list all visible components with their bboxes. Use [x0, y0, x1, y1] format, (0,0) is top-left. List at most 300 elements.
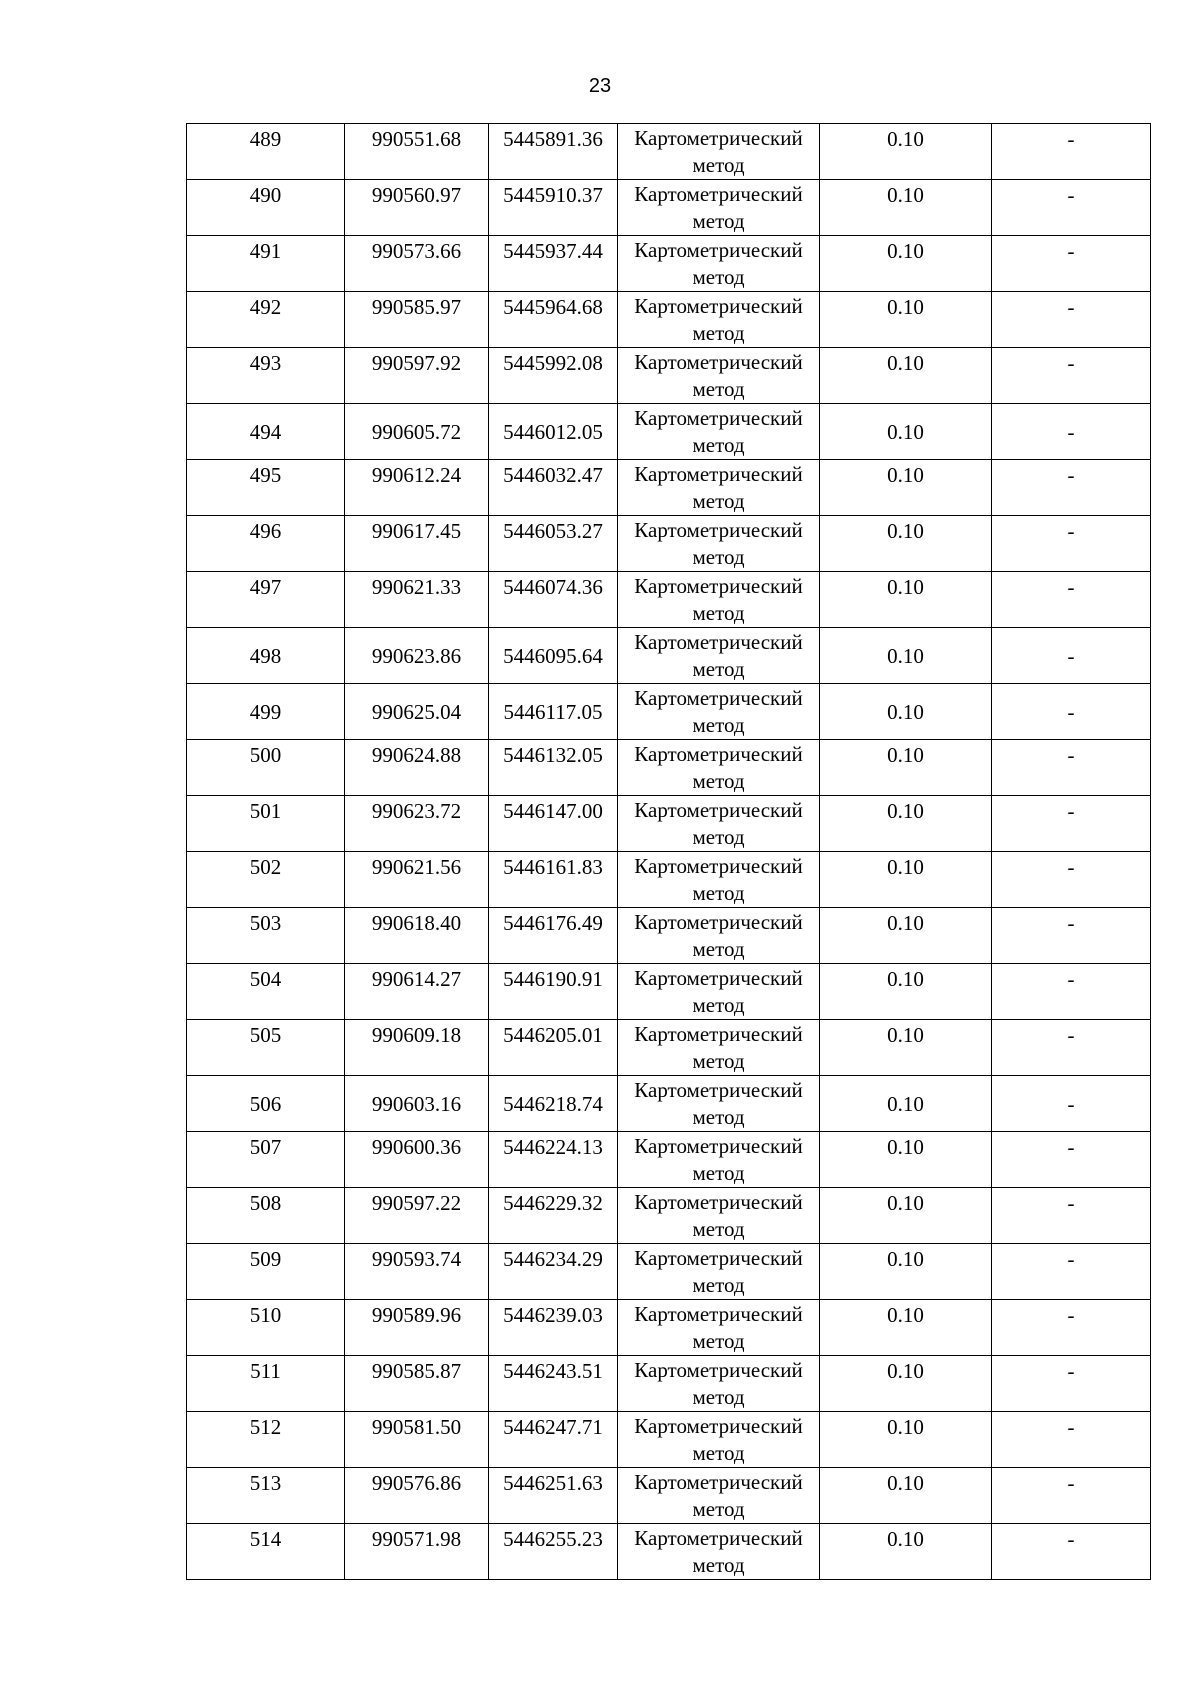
accuracy-value: 0.10 — [887, 295, 924, 319]
table-row — [187, 292, 1151, 348]
table-row — [187, 964, 1151, 1020]
accuracy-cell — [820, 852, 992, 908]
point-number-cell — [187, 1188, 345, 1244]
method-value: Картометрический метод — [634, 798, 803, 849]
point-value: 509 — [249, 1247, 282, 1271]
y-value: 5446234.29 — [503, 1247, 603, 1271]
point-number-cell — [187, 1412, 345, 1468]
x-value: 990560.97 — [371, 183, 462, 207]
method-cell — [618, 1076, 820, 1132]
table-row — [187, 1356, 1151, 1412]
x-coordinate-cell — [345, 908, 489, 964]
table-row — [187, 628, 1151, 684]
table-row — [187, 852, 1151, 908]
x-coordinate-cell — [345, 628, 489, 684]
x-coordinate-cell — [345, 516, 489, 572]
point-number-cell — [187, 852, 345, 908]
x-value: 990576.86 — [371, 1471, 462, 1495]
note-value: - — [1067, 519, 1075, 543]
table-row — [187, 348, 1151, 404]
table-row — [187, 684, 1151, 740]
note-cell — [992, 180, 1151, 236]
method-cell — [618, 180, 820, 236]
x-value: 990605.72 — [371, 420, 462, 444]
y-coordinate-cell — [489, 1244, 618, 1300]
accuracy-value: 0.10 — [887, 700, 924, 724]
table-row — [187, 180, 1151, 236]
y-coordinate-cell — [489, 124, 618, 180]
table-row — [187, 1020, 1151, 1076]
accuracy-cell — [820, 292, 992, 348]
y-value: 5446229.32 — [503, 1191, 603, 1215]
point-number-cell — [187, 1132, 345, 1188]
y-value: 5446243.51 — [503, 1359, 603, 1383]
x-value: 990625.04 — [371, 700, 462, 724]
method-value: Картометрический метод — [634, 518, 803, 569]
accuracy-cell — [820, 964, 992, 1020]
y-coordinate-cell — [489, 1412, 618, 1468]
x-value: 990617.45 — [371, 519, 462, 543]
x-value: 990614.27 — [371, 967, 462, 991]
accuracy-value: 0.10 — [887, 743, 924, 767]
note-value: - — [1067, 1191, 1075, 1215]
point-number-cell — [187, 740, 345, 796]
note-value: - — [1067, 700, 1075, 724]
method-cell — [618, 852, 820, 908]
y-coordinate-cell — [489, 460, 618, 516]
point-number-cell — [187, 628, 345, 684]
method-cell — [618, 1300, 820, 1356]
accuracy-value: 0.10 — [887, 127, 924, 151]
method-value: Картометрический метод — [634, 742, 803, 793]
table-row — [187, 124, 1151, 180]
accuracy-cell — [820, 1020, 992, 1076]
note-cell — [992, 404, 1151, 460]
note-cell — [992, 1020, 1151, 1076]
y-coordinate-cell — [489, 404, 618, 460]
table-row — [187, 1300, 1151, 1356]
y-coordinate-cell — [489, 1076, 618, 1132]
note-value: - — [1067, 1359, 1075, 1383]
note-cell — [992, 124, 1151, 180]
accuracy-value: 0.10 — [887, 1247, 924, 1271]
x-value: 990589.96 — [371, 1303, 462, 1327]
method-value: Картометрический метод — [634, 1302, 803, 1353]
x-value: 990624.88 — [371, 743, 462, 767]
table-row — [187, 908, 1151, 964]
x-coordinate-cell — [345, 348, 489, 404]
accuracy-cell — [820, 1468, 992, 1524]
y-value: 5445992.08 — [503, 351, 603, 375]
accuracy-value: 0.10 — [887, 799, 924, 823]
accuracy-cell — [820, 1300, 992, 1356]
method-cell — [618, 1244, 820, 1300]
method-value: Картометрический метод — [634, 238, 803, 289]
point-value: 501 — [249, 799, 282, 823]
point-value: 493 — [249, 351, 282, 375]
point-number-cell — [187, 236, 345, 292]
x-value: 990621.33 — [371, 575, 462, 599]
x-value: 990618.40 — [371, 911, 462, 935]
method-cell — [618, 1356, 820, 1412]
accuracy-value: 0.10 — [887, 1415, 924, 1439]
method-value: Картометрический метод — [634, 1526, 803, 1577]
method-cell — [618, 236, 820, 292]
y-value: 5445964.68 — [503, 295, 603, 319]
table-body — [187, 124, 1151, 1580]
y-value: 5446147.00 — [503, 799, 603, 823]
x-coordinate-cell — [345, 1300, 489, 1356]
x-value: 990581.50 — [371, 1415, 462, 1439]
x-value: 990593.74 — [371, 1247, 462, 1271]
x-coordinate-cell — [345, 572, 489, 628]
point-number-cell — [187, 964, 345, 1020]
accuracy-value: 0.10 — [887, 183, 924, 207]
point-number-cell — [187, 908, 345, 964]
y-coordinate-cell — [489, 180, 618, 236]
table-row — [187, 740, 1151, 796]
y-value: 5446218.74 — [503, 1092, 603, 1116]
accuracy-value: 0.10 — [887, 351, 924, 375]
note-cell — [992, 572, 1151, 628]
accuracy-cell — [820, 404, 992, 460]
accuracy-cell — [820, 236, 992, 292]
x-coordinate-cell — [345, 1020, 489, 1076]
y-coordinate-cell — [489, 1300, 618, 1356]
method-value: Картометрический метод — [634, 406, 803, 457]
method-value: Картометрический метод — [634, 126, 803, 177]
method-cell — [618, 124, 820, 180]
note-value: - — [1067, 575, 1075, 599]
y-coordinate-cell — [489, 964, 618, 1020]
method-cell — [618, 1412, 820, 1468]
accuracy-value: 0.10 — [887, 463, 924, 487]
y-value: 5446176.49 — [503, 911, 603, 935]
x-coordinate-cell — [345, 1244, 489, 1300]
accuracy-value: 0.10 — [887, 575, 924, 599]
method-cell — [618, 1132, 820, 1188]
x-coordinate-cell — [345, 180, 489, 236]
point-value: 506 — [249, 1092, 282, 1116]
note-cell — [992, 1188, 1151, 1244]
table-row — [187, 1412, 1151, 1468]
table-row — [187, 404, 1151, 460]
table-row — [187, 236, 1151, 292]
accuracy-value: 0.10 — [887, 239, 924, 263]
x-coordinate-cell — [345, 684, 489, 740]
note-cell — [992, 1076, 1151, 1132]
x-value: 990621.56 — [371, 855, 462, 879]
method-value: Картометрический метод — [634, 966, 803, 1017]
y-value: 5446095.64 — [503, 644, 603, 668]
table-row — [187, 1524, 1151, 1580]
method-value: Картометрический метод — [634, 1470, 803, 1521]
x-coordinate-cell — [345, 236, 489, 292]
note-cell — [992, 740, 1151, 796]
note-cell — [992, 1132, 1151, 1188]
note-value: - — [1067, 1023, 1075, 1047]
accuracy-cell — [820, 1412, 992, 1468]
x-coordinate-cell — [345, 1132, 489, 1188]
x-value: 990600.36 — [371, 1135, 462, 1159]
y-coordinate-cell — [489, 852, 618, 908]
method-value: Картометрический метод — [634, 1022, 803, 1073]
table-row — [187, 1132, 1151, 1188]
method-cell — [618, 908, 820, 964]
y-value: 5446117.05 — [503, 700, 603, 724]
method-cell — [618, 348, 820, 404]
note-value: - — [1067, 799, 1075, 823]
point-number-cell — [187, 124, 345, 180]
accuracy-cell — [820, 1244, 992, 1300]
x-coordinate-cell — [345, 1188, 489, 1244]
point-value: 505 — [249, 1023, 282, 1047]
point-number-cell — [187, 1076, 345, 1132]
point-value: 490 — [249, 183, 282, 207]
table-row — [187, 516, 1151, 572]
method-cell — [618, 1188, 820, 1244]
y-coordinate-cell — [489, 572, 618, 628]
x-value: 990573.66 — [371, 239, 462, 263]
point-value: 503 — [249, 911, 282, 935]
method-value: Картометрический метод — [634, 1414, 803, 1465]
point-number-cell — [187, 292, 345, 348]
method-value: Картометрический метод — [634, 462, 803, 513]
x-value: 990603.16 — [371, 1092, 462, 1116]
method-value: Картометрический метод — [634, 294, 803, 345]
note-value: - — [1067, 1471, 1075, 1495]
x-coordinate-cell — [345, 964, 489, 1020]
note-cell — [992, 908, 1151, 964]
y-coordinate-cell — [489, 1020, 618, 1076]
accuracy-value: 0.10 — [887, 1092, 924, 1116]
y-value: 5445891.36 — [503, 127, 603, 151]
x-value: 990551.68 — [371, 127, 462, 151]
y-coordinate-cell — [489, 796, 618, 852]
point-value: 498 — [249, 644, 282, 668]
note-value: - — [1067, 351, 1075, 375]
note-cell — [992, 1356, 1151, 1412]
note-cell — [992, 236, 1151, 292]
note-value: - — [1067, 1092, 1075, 1116]
note-value: - — [1067, 1415, 1075, 1439]
accuracy-value: 0.10 — [887, 855, 924, 879]
point-number-cell — [187, 404, 345, 460]
y-coordinate-cell — [489, 1356, 618, 1412]
x-value: 990623.86 — [371, 644, 462, 668]
accuracy-value: 0.10 — [887, 1359, 924, 1383]
y-value: 5446239.03 — [503, 1303, 603, 1327]
method-cell — [618, 404, 820, 460]
y-coordinate-cell — [489, 684, 618, 740]
x-coordinate-cell — [345, 796, 489, 852]
method-cell — [618, 292, 820, 348]
note-cell — [992, 1412, 1151, 1468]
y-coordinate-cell — [489, 1524, 618, 1580]
table-row — [187, 1468, 1151, 1524]
y-coordinate-cell — [489, 516, 618, 572]
y-value: 5446205.01 — [503, 1023, 603, 1047]
note-cell — [992, 460, 1151, 516]
method-cell — [618, 572, 820, 628]
note-value: - — [1067, 1247, 1075, 1271]
x-value: 990612.24 — [371, 463, 462, 487]
method-value: Картометрический метод — [634, 1358, 803, 1409]
point-value: 502 — [249, 855, 282, 879]
point-value: 499 — [249, 700, 282, 724]
coordinates-table — [186, 123, 1151, 1580]
method-value: Картометрический метод — [634, 574, 803, 625]
accuracy-cell — [820, 348, 992, 404]
x-value: 990585.97 — [371, 295, 462, 319]
note-value: - — [1067, 644, 1075, 668]
x-coordinate-cell — [345, 460, 489, 516]
y-coordinate-cell — [489, 908, 618, 964]
point-number-cell — [187, 516, 345, 572]
accuracy-value: 0.10 — [887, 519, 924, 543]
note-cell — [992, 1524, 1151, 1580]
point-number-cell — [187, 1524, 345, 1580]
note-value: - — [1067, 967, 1075, 991]
point-value: 507 — [249, 1135, 282, 1159]
method-value: Картометрический метод — [634, 350, 803, 401]
note-cell — [992, 852, 1151, 908]
method-cell — [618, 516, 820, 572]
note-value: - — [1067, 183, 1075, 207]
method-cell — [618, 684, 820, 740]
x-value: 990623.72 — [371, 799, 462, 823]
accuracy-cell — [820, 908, 992, 964]
note-cell — [992, 292, 1151, 348]
x-value: 990597.22 — [371, 1191, 462, 1215]
note-value: - — [1067, 743, 1075, 767]
accuracy-cell — [820, 628, 992, 684]
method-value: Картометрический метод — [634, 182, 803, 233]
point-number-cell — [187, 684, 345, 740]
point-value: 494 — [249, 420, 282, 444]
note-value: - — [1067, 911, 1075, 935]
y-coordinate-cell — [489, 740, 618, 796]
page-number: 23 — [588, 75, 612, 97]
accuracy-cell — [820, 572, 992, 628]
point-value: 513 — [249, 1471, 282, 1495]
note-value: - — [1067, 239, 1075, 263]
y-coordinate-cell — [489, 1188, 618, 1244]
method-cell — [618, 1020, 820, 1076]
x-coordinate-cell — [345, 1524, 489, 1580]
x-coordinate-cell — [345, 1468, 489, 1524]
y-coordinate-cell — [489, 1468, 618, 1524]
method-cell — [618, 1468, 820, 1524]
table-row — [187, 1076, 1151, 1132]
note-cell — [992, 796, 1151, 852]
x-coordinate-cell — [345, 740, 489, 796]
accuracy-cell — [820, 1356, 992, 1412]
method-value: Картометрический метод — [634, 686, 803, 737]
note-cell — [992, 1300, 1151, 1356]
accuracy-value: 0.10 — [887, 1023, 924, 1047]
accuracy-cell — [820, 124, 992, 180]
accuracy-cell — [820, 684, 992, 740]
y-value: 5446251.63 — [503, 1471, 603, 1495]
y-value: 5446161.83 — [503, 855, 603, 879]
note-value: - — [1067, 420, 1075, 444]
y-value: 5446190.91 — [503, 967, 603, 991]
note-cell — [992, 1244, 1151, 1300]
y-value: 5445937.44 — [503, 239, 603, 263]
point-value: 492 — [249, 295, 282, 319]
x-value: 990609.18 — [371, 1023, 462, 1047]
x-coordinate-cell — [345, 404, 489, 460]
point-value: 491 — [249, 239, 282, 263]
x-value: 990571.98 — [371, 1527, 462, 1551]
accuracy-cell — [820, 1076, 992, 1132]
point-value: 511 — [250, 1359, 281, 1383]
y-value: 5446012.05 — [503, 420, 603, 444]
note-cell — [992, 964, 1151, 1020]
y-value: 5446032.47 — [503, 463, 603, 487]
table-row — [187, 460, 1151, 516]
method-value: Картометрический метод — [634, 1134, 803, 1185]
y-coordinate-cell — [489, 628, 618, 684]
y-coordinate-cell — [489, 1132, 618, 1188]
y-value: 5446247.71 — [503, 1415, 603, 1439]
method-value: Картометрический метод — [634, 1078, 803, 1129]
y-coordinate-cell — [489, 236, 618, 292]
x-coordinate-cell — [345, 1076, 489, 1132]
x-value: 990597.92 — [371, 351, 462, 375]
point-number-cell — [187, 348, 345, 404]
note-cell — [992, 348, 1151, 404]
method-cell — [618, 796, 820, 852]
x-coordinate-cell — [345, 852, 489, 908]
accuracy-value: 0.10 — [887, 420, 924, 444]
x-coordinate-cell — [345, 1412, 489, 1468]
y-value: 5446224.13 — [503, 1135, 603, 1159]
method-value: Картометрический метод — [634, 630, 803, 681]
note-cell — [992, 628, 1151, 684]
method-cell — [618, 628, 820, 684]
point-number-cell — [187, 796, 345, 852]
accuracy-cell — [820, 1524, 992, 1580]
accuracy-cell — [820, 740, 992, 796]
note-value: - — [1067, 1135, 1075, 1159]
y-coordinate-cell — [489, 348, 618, 404]
accuracy-value: 0.10 — [887, 1191, 924, 1215]
method-value: Картометрический метод — [634, 1246, 803, 1297]
point-number-cell — [187, 460, 345, 516]
accuracy-cell — [820, 1188, 992, 1244]
y-value: 5446074.36 — [503, 575, 603, 599]
point-value: 504 — [249, 967, 282, 991]
point-number-cell — [187, 1244, 345, 1300]
x-coordinate-cell — [345, 1356, 489, 1412]
note-cell — [992, 684, 1151, 740]
point-value: 497 — [249, 575, 282, 599]
table-row — [187, 796, 1151, 852]
x-value: 990585.87 — [371, 1359, 462, 1383]
point-value: 489 — [249, 127, 282, 151]
point-value: 510 — [249, 1303, 282, 1327]
method-value: Картометрический метод — [634, 910, 803, 961]
note-cell — [992, 516, 1151, 572]
accuracy-value: 0.10 — [887, 1135, 924, 1159]
method-cell — [618, 740, 820, 796]
point-value: 495 — [249, 463, 282, 487]
method-cell — [618, 1524, 820, 1580]
y-value: 5445910.37 — [503, 183, 603, 207]
accuracy-cell — [820, 1132, 992, 1188]
